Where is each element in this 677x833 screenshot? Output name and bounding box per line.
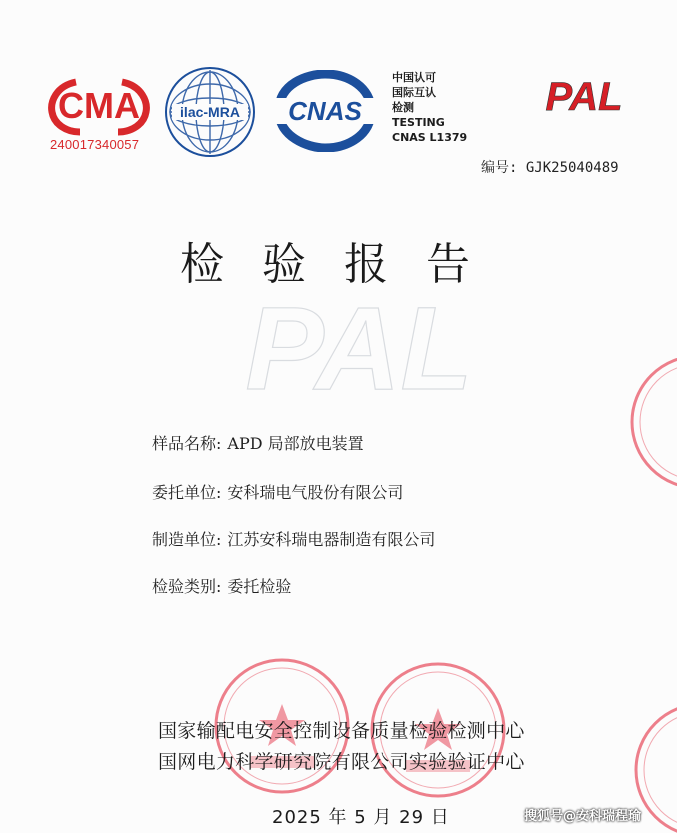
field-label: 样品名称: xyxy=(152,434,222,453)
field-value: 委托检验 xyxy=(227,577,292,596)
cma-number: 240017340057 xyxy=(50,137,140,152)
field-label: 检验类别: xyxy=(152,577,222,596)
field-value: APD 局部放电装置 xyxy=(227,434,364,453)
field-client xyxy=(152,480,403,503)
ilac-mra-logo xyxy=(162,64,258,160)
organization-name: 国家输配电安全控制设备质量检验检测中心 xyxy=(158,720,525,742)
cnas-line: 检测 xyxy=(392,101,414,114)
cnas-line: CNAS L1379 xyxy=(392,131,468,144)
field-label: 制造单位: xyxy=(152,530,222,549)
cnas-line: TESTING xyxy=(392,116,445,129)
source-watermark: 搜狐号@安科瑞程瑜 xyxy=(524,809,642,824)
cnas-logo-text: CNAS xyxy=(288,96,362,126)
seal-stamp-right-top xyxy=(628,352,677,492)
field-manufacturer xyxy=(152,527,435,550)
field-value: 安科瑞电气股份有限公司 xyxy=(227,483,404,502)
field-inspection-type xyxy=(152,574,291,597)
pal-logo xyxy=(534,72,634,120)
cnas-logo xyxy=(271,70,379,152)
cma-logo-text: CMA xyxy=(58,85,140,126)
cnas-line: 中国认可 xyxy=(392,71,436,84)
field-label: 委托单位: xyxy=(152,483,222,502)
pal-logo-text: PAL xyxy=(545,75,623,119)
field-value: 江苏安科瑞电器制造有限公司 xyxy=(227,530,436,549)
watermark-text: PAL xyxy=(245,285,473,405)
cma-logo xyxy=(46,72,152,138)
report-number: 编号: GJK25040489 xyxy=(481,160,619,176)
cnas-accreditation-text xyxy=(392,70,467,145)
ilac-logo-text: ilac-MRA xyxy=(180,104,240,120)
field-sample-name xyxy=(152,431,364,454)
organization-name: 国网电力科学研究院有限公司实验验证中心 xyxy=(158,751,525,773)
page-title: 检验报告 xyxy=(180,239,508,290)
pal-watermark xyxy=(214,285,504,405)
cnas-line: 国际互认 xyxy=(392,86,436,99)
report-date: 2025 年 5 月 29 日 xyxy=(272,807,450,828)
